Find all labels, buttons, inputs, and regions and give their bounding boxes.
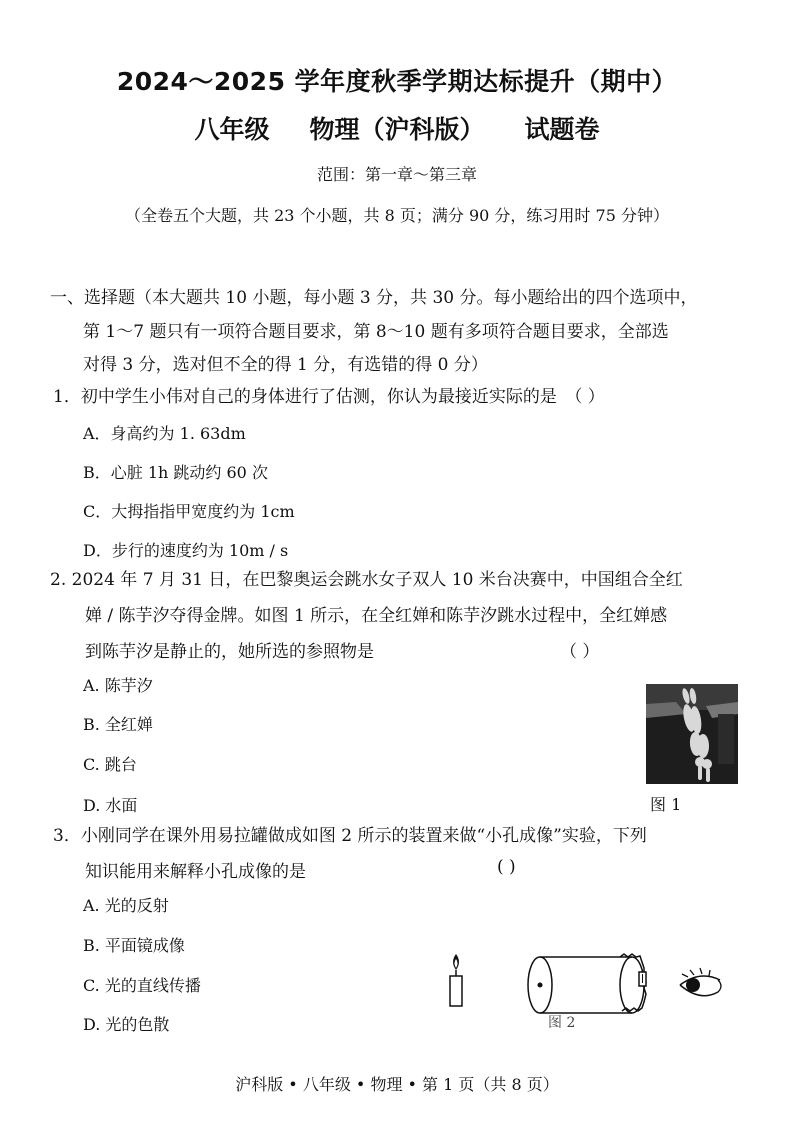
exam-title: 2024～2025 学年度秋季学期达标提升（期中） [116, 67, 678, 96]
question-2-option-c: C. 跳台 [83, 755, 137, 774]
question-2-option-b: B. 全红婵 [83, 715, 153, 734]
question-2-answer-blank: （ ） [560, 642, 600, 662]
eye-icon [680, 968, 721, 996]
figure-1-caption: 图 1 [650, 795, 682, 814]
question-2-option-d: D. 水面 [83, 796, 138, 815]
section-heading-line-1: 一、选择题（本大题共 10 小题，每小题 3 分，共 30 分。每小题给出的四个选项中， [50, 288, 698, 308]
question-3-option-c: C. 光的直线传播 [83, 976, 201, 995]
grade-label: 八年级 [194, 115, 270, 144]
figure-2-pinhole-apparatus [440, 950, 780, 1020]
question-2-stem-line-3: 到陈芋汐是静止的，她所选的参照物是 [85, 642, 374, 662]
question-3-option-d: D. 光的色散 [83, 1015, 170, 1034]
question-2-option-a: A. 陈芋汐 [83, 676, 153, 695]
question-2-stem-line-2: 婵 / 陈芋汐夺得金牌。如图 1 所示，在全红婵和陈芋汐跳水过程中，全红婵感 [85, 606, 668, 626]
exam-note: （全卷五个大题，共 23 个小题，共 8 页；满分 90 分，练习用时 75 分钟） [125, 206, 669, 225]
question-1-option-c: C．大拇指指甲宽度约为 1cm [83, 502, 295, 521]
figure-1-diving-photo [646, 684, 738, 784]
can-tube-icon [528, 954, 646, 1013]
subject-label: 物理（沪科版） [309, 115, 485, 144]
figure-2-caption: 图 2 [548, 1015, 576, 1031]
exam-scope: 范围：第一章～第三章 [316, 165, 477, 184]
question-3-stem-line-2: 知识能用来解释小孔成像的是 [85, 862, 306, 882]
divers-illustration [646, 684, 738, 784]
question-1-option-a: A．身高约为 1. 63dm [83, 424, 246, 443]
question-2-stem-line-1: 2. 2024 年 7 月 31 日，在巴黎奥运会跳水女子双人 10 米台决赛中，中国组合全红 [50, 570, 683, 590]
question-3-option-b: B. 平面镜成像 [83, 936, 185, 955]
question-3-option-a: A. 光的反射 [83, 896, 169, 915]
question-1-option-b: B．心脏 1h 跳动约 60 次 [83, 463, 268, 482]
question-3-answer-blank: ( ) [497, 857, 516, 877]
question-1-stem: 1．初中学生小伟对自己的身体进行了估测，你认为最接近实际的是 （ ） [53, 387, 605, 407]
paper-label: 试题卷 [524, 115, 600, 144]
section-heading-line-3: 对得 3 分，选对但不全的得 1 分，有选错的得 0 分） [83, 355, 488, 375]
candle-icon [450, 954, 462, 1006]
page-footer: 沪科版 • 八年级 • 物理 • 第 1 页（共 8 页） [235, 1075, 559, 1094]
question-3-stem-line-1: 3．小刚同学在课外用易拉罐做成如图 2 所示的装置来做“小孔成像”实验，下列 [53, 826, 647, 846]
section-heading-line-2: 第 1～7 题只有一项符合题目要求，第 8～10 题有多项符合题目要求，全部选 [83, 322, 669, 342]
exam-subtitle [0, 110, 794, 146]
question-1-option-d: D．步行的速度约为 10m / s [83, 541, 289, 560]
